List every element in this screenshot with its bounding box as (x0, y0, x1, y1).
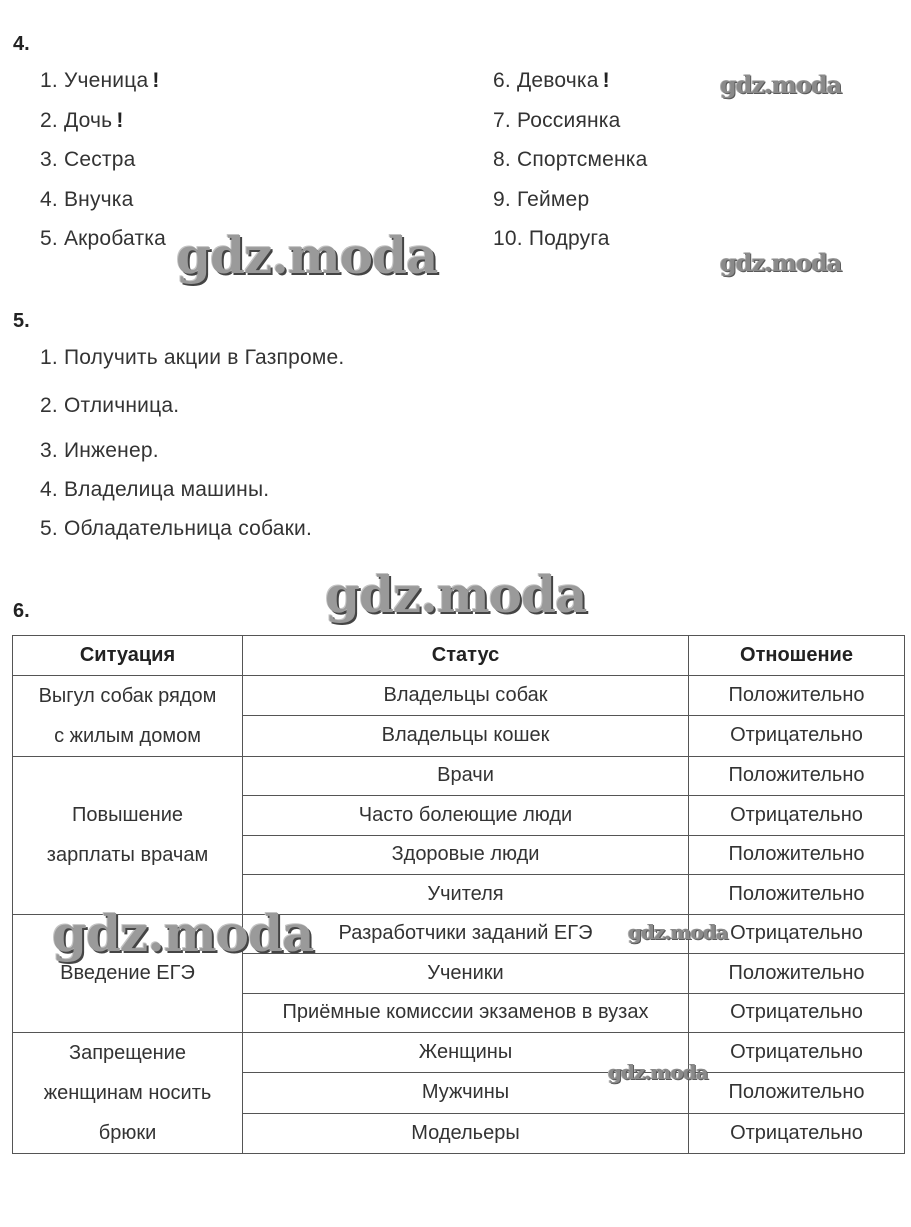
situation-line: зарплаты врачам (46, 844, 209, 866)
list-item (40, 148, 139, 172)
task-6-number: 6. (13, 600, 30, 622)
attitude-cell: Положительно (689, 954, 905, 994)
list-item-text: 5. Акробатка (40, 227, 167, 250)
list-item (40, 109, 124, 133)
exclamation-mark: ! (116, 108, 124, 132)
list-item (493, 188, 593, 212)
status-attitude-table (12, 635, 905, 1154)
watermark-logo: gdz.moda (325, 565, 587, 624)
attitude-cell: Положительно (689, 1073, 905, 1113)
list-item (493, 148, 652, 172)
list-item (40, 227, 170, 251)
watermark-logo: gdz.moda (628, 920, 728, 944)
exclamation-mark: ! (152, 69, 160, 92)
task-5-number: 5. (13, 310, 30, 332)
situation-line: Выгул собак рядом (38, 684, 217, 707)
situation-line: женщинам носить (43, 1082, 212, 1104)
list-item-text: 2. Дочь (40, 108, 113, 132)
attitude-cell: Положительно (689, 875, 905, 915)
exclamation-mark: ! (602, 69, 610, 92)
status-cell: Женщины (243, 1033, 689, 1073)
table-row (13, 756, 905, 796)
list-item-text: 10. Подруга (493, 227, 610, 250)
status-cell: Врачи (243, 756, 689, 796)
list-item: 3. Инженер. (40, 439, 159, 462)
watermark-logo: gdz.moda (608, 1060, 708, 1084)
list-item (493, 227, 614, 251)
watermark-logo: gdz.moda (176, 226, 438, 285)
task-4-number: 4. (13, 33, 30, 55)
table-row (13, 1033, 905, 1073)
situation-line: с жилым домом (54, 724, 201, 747)
status-cell: Модельеры (243, 1113, 689, 1153)
status-cell: Часто болеющие люди (243, 796, 689, 836)
attitude-cell: Положительно (689, 835, 905, 875)
list-item-text: 3. Сестра (40, 148, 136, 171)
table-header-row (13, 636, 905, 676)
status-cell: Учителя (243, 875, 689, 915)
attitude-cell: Положительно (689, 756, 905, 796)
situation-cell (13, 675, 243, 756)
attitude-cell: Положительно (689, 675, 905, 716)
status-cell: Здоровые люди (243, 835, 689, 875)
situation-line: Повышение (71, 804, 183, 826)
situation-line: Введение ЕГЭ (60, 962, 195, 985)
list-item (40, 69, 160, 93)
list-item (493, 109, 625, 133)
list-item-text: 9. Геймер (493, 187, 590, 211)
list-item-text: 7. Россиянка (493, 108, 621, 132)
list-item-text: 8. Спортсменка (493, 148, 648, 171)
watermark-logo: gdz.moda (52, 904, 314, 963)
attitude-cell: Отрицательно (689, 993, 905, 1033)
list-item: 5. Обладательница собаки. (40, 517, 312, 540)
watermark-logo: gdz.moda (720, 70, 842, 99)
status-cell: Владельцы кошек (243, 716, 689, 757)
list-item: 4. Владелица машины. (40, 478, 270, 501)
list-item (40, 188, 138, 212)
status-cell: Разработчики заданий ЕГЭ (243, 914, 689, 954)
attitude-cell: Отрицательно (689, 1033, 905, 1073)
watermark-logo: gdz.moda (720, 248, 842, 277)
status-cell: Приёмные комиссии экзаменов в вузах (243, 993, 689, 1033)
attitude-cell: Отрицательно (689, 914, 905, 954)
list-item-text: 1. Ученица (40, 69, 149, 92)
list-item-text: 6. Девочка (493, 69, 599, 92)
list-item (493, 69, 610, 93)
list-item: 2. Отличница. (40, 394, 180, 417)
situation-line: брюки (98, 1122, 157, 1144)
attitude-cell: Отрицательно (689, 716, 905, 757)
attitude-cell: Отрицательно (689, 1113, 905, 1153)
status-cell: Владельцы собак (243, 675, 689, 716)
header-status: Статус (243, 636, 689, 676)
list-item-text: 4. Внучка (40, 187, 134, 211)
status-cell: Мужчины (243, 1073, 689, 1113)
status-cell: Ученики (243, 954, 689, 994)
list-item: 1. Получить акции в Газпроме. (40, 346, 345, 369)
situation-line: Запрещение (69, 1042, 186, 1064)
situation-cell (13, 1033, 243, 1154)
header-attitude: Отношение (689, 636, 905, 676)
situation-cell (13, 756, 243, 914)
table-row (13, 675, 905, 716)
header-situation: Ситуация (13, 636, 243, 676)
attitude-cell: Отрицательно (689, 796, 905, 836)
